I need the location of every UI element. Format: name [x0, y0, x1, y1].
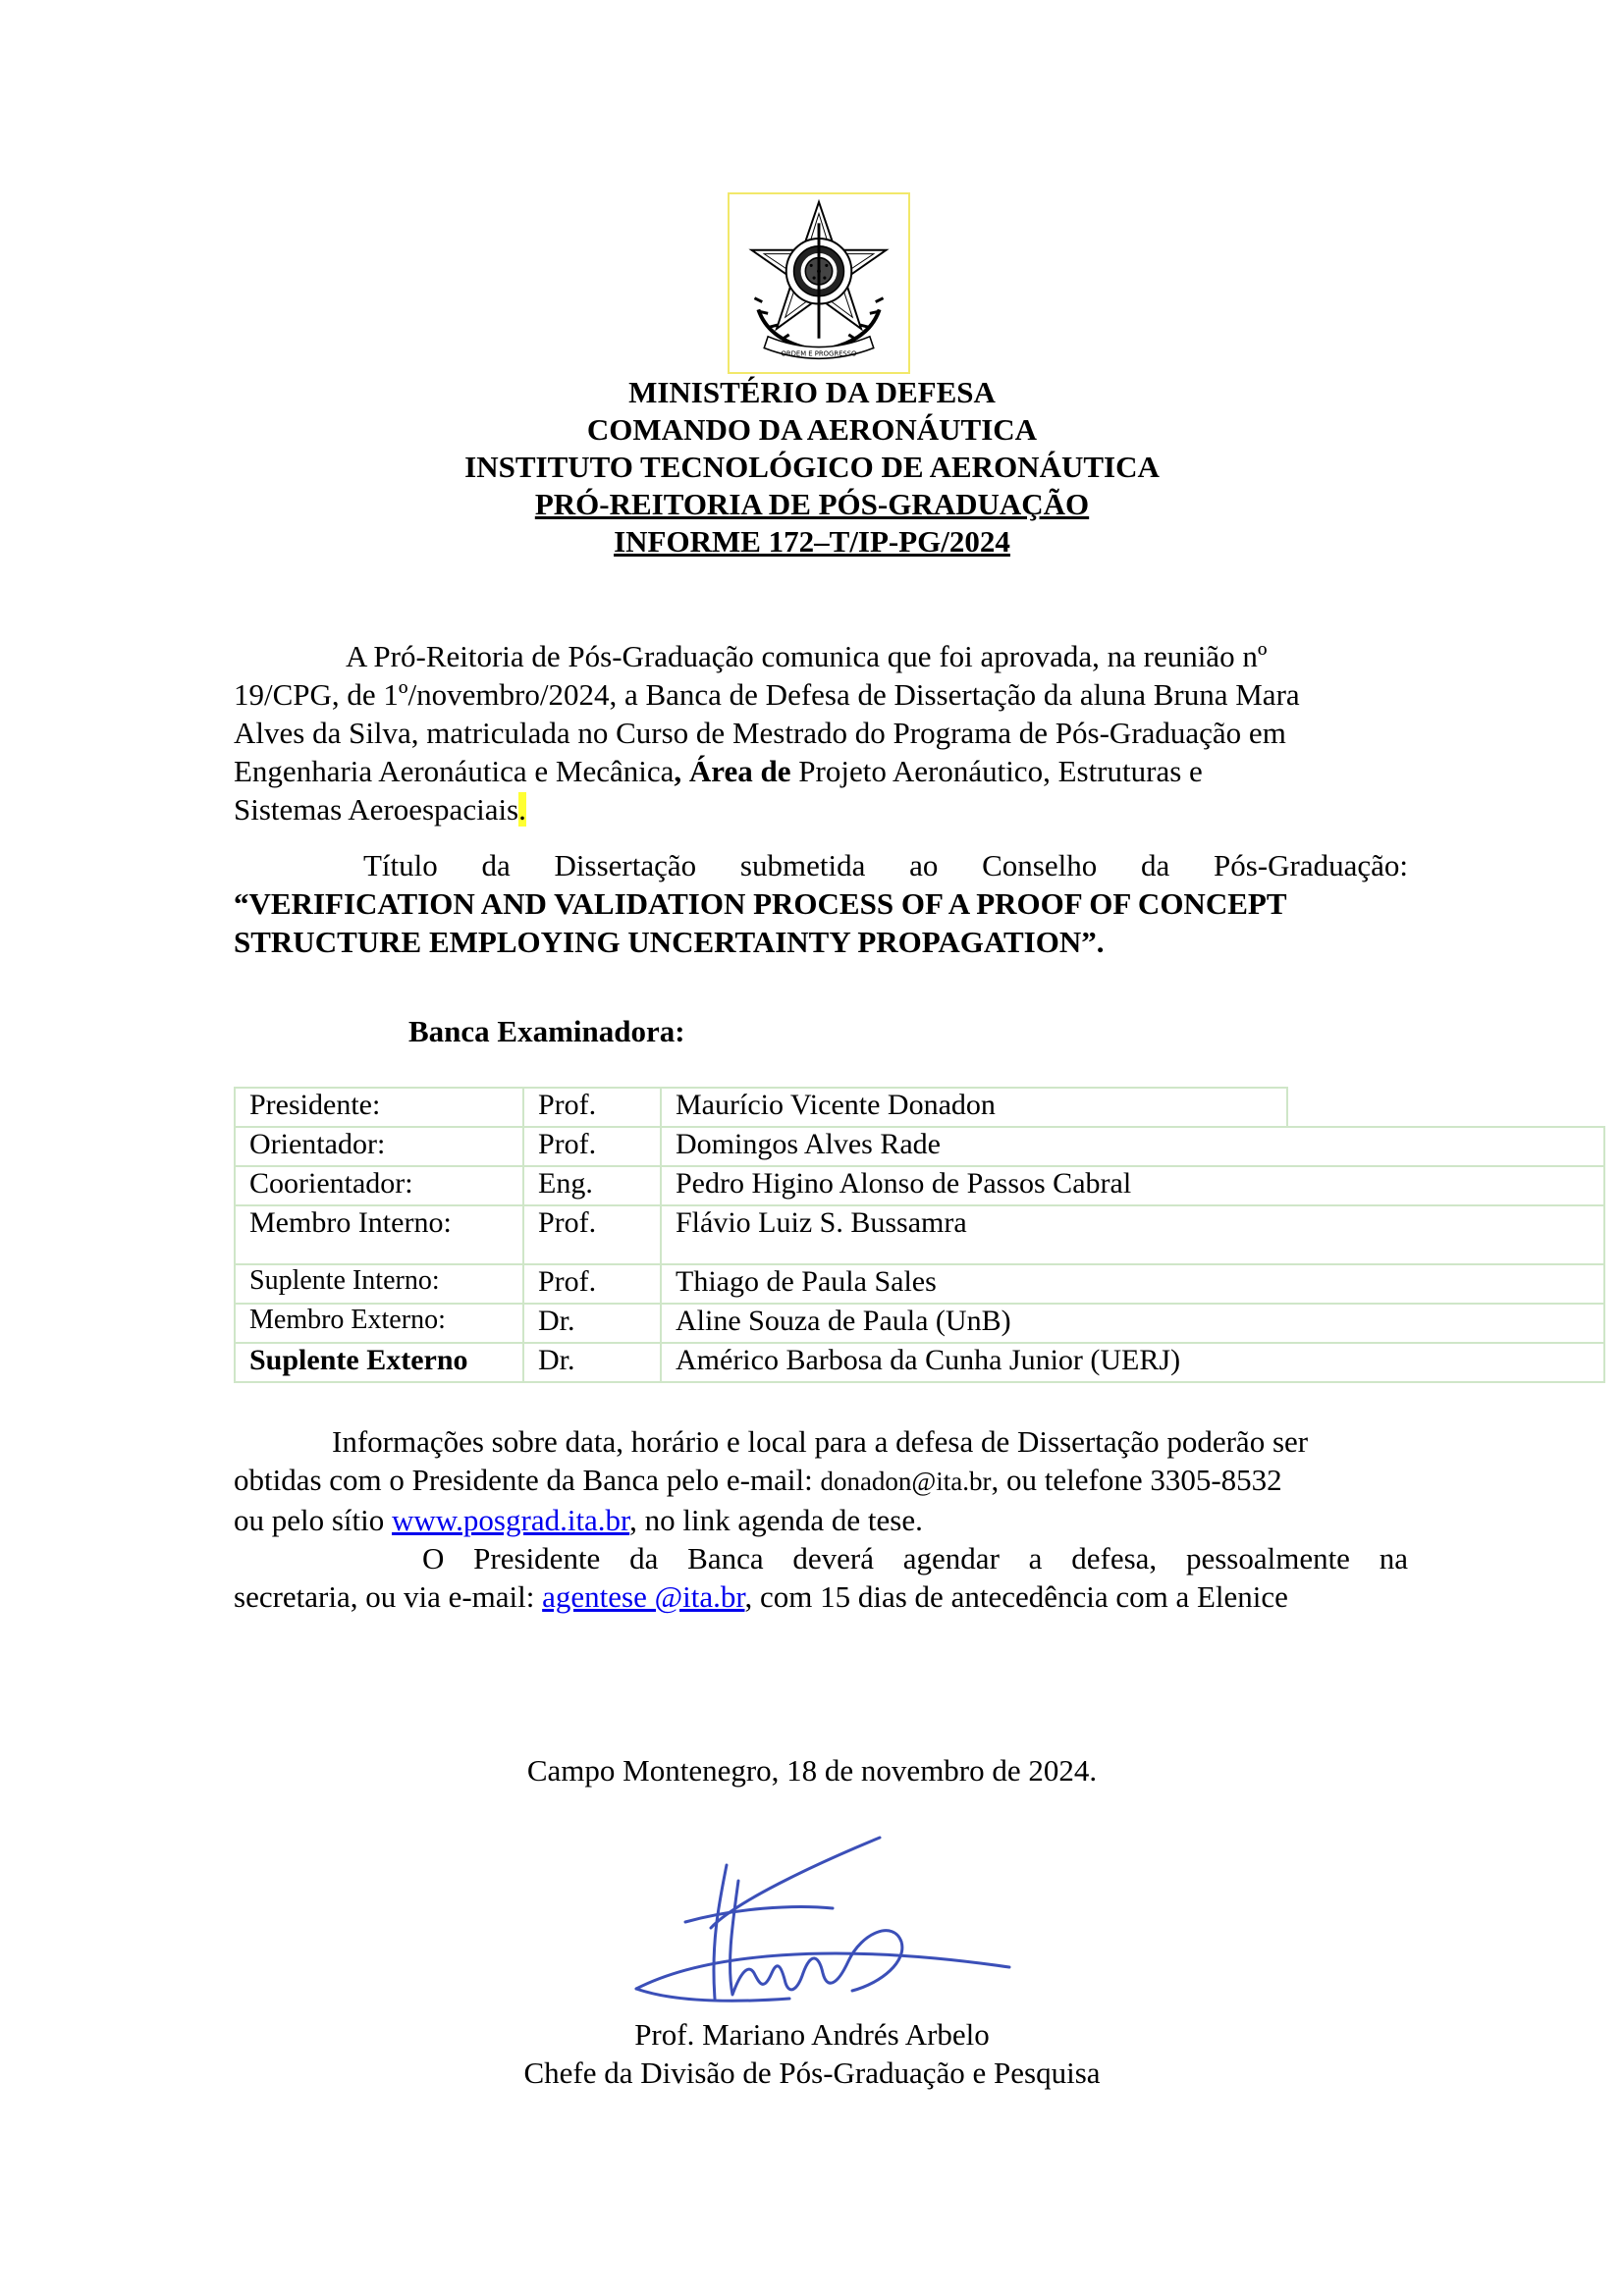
- information-paragraph: [234, 1422, 1408, 1616]
- program-name: Engenharia Aeronáutica e Mecânica: [234, 754, 675, 788]
- highlighted-period: .: [518, 792, 526, 827]
- paragraph-line: Informações sobre data, horário e local para a defesa de Dissertação poderão ser: [332, 1424, 1309, 1459]
- paragraph-line: [234, 790, 1408, 828]
- title-intro-word: submetida: [739, 848, 866, 882]
- title-cell: Eng.: [523, 1166, 661, 1205]
- coat-of-arms-icon: [730, 194, 908, 372]
- role-cell: Suplente Interno:: [235, 1264, 523, 1304]
- header-ministry: MINISTÉRIO DA DEFESA: [628, 375, 996, 409]
- paragraph-text: , ou telefone 3305-8532: [991, 1463, 1282, 1497]
- paragraph-text: O Presidente da Banca deverá agendar a defesa, pessoalmente na: [422, 1541, 1408, 1575]
- role-cell: Presidente:: [235, 1088, 523, 1127]
- dissertation-title: STRUCTURE EMPLOYING UNCERTAINTY PROPAGATION”.: [234, 925, 1105, 959]
- coat-of-arms-seal: [728, 192, 910, 374]
- name-cell: Thiago de Paula Sales: [661, 1264, 1604, 1304]
- empty-cell: [1287, 1088, 1604, 1127]
- document-header: [0, 374, 1624, 561]
- paragraph-text: obtidas com o Presidente da Banca pelo e-mail:: [234, 1463, 821, 1497]
- agentese-email-link[interactable]: agentese @ita.br: [542, 1579, 745, 1614]
- role-cell: Orientador:: [235, 1127, 523, 1166]
- name-cell: Aline Souza de Paula (UnB): [661, 1304, 1604, 1343]
- title-intro-word: ao: [909, 848, 939, 882]
- name-cell: Domingos Alves Rade: [661, 1127, 1604, 1166]
- paragraph-line: 19/CPG, de 1º/novembro/2024, a Banca de Defesa de Dissertação da aluna Bruna Mara: [234, 677, 1300, 712]
- svg-text:ORDEM E PROGRESSO: ORDEM E PROGRESSO: [781, 349, 857, 358]
- table-row: [235, 1343, 1604, 1382]
- name-cell: Maurício Vicente Donadon: [661, 1088, 1287, 1127]
- paragraph-line: A Pró-Reitoria de Pós-Graduação comunica que foi aprovada, na reunião nº: [346, 639, 1268, 673]
- paragraph-text: ou pelo sítio: [234, 1503, 393, 1537]
- examining-board-table: [234, 1087, 1605, 1383]
- title-cell: Dr.: [523, 1304, 661, 1343]
- signer-block: [0, 2015, 1624, 2092]
- paragraph-line: [234, 752, 1408, 790]
- table-row: [235, 1127, 1604, 1166]
- title-intro-line: [234, 846, 1408, 884]
- header-command: COMANDO DA AERONÁUTICA: [586, 412, 1038, 447]
- name-cell: Flávio Luiz S. Bussamra: [661, 1205, 1604, 1264]
- examining-board-title: Banca Examinadora:: [408, 1014, 685, 1048]
- table-row: [235, 1088, 1604, 1127]
- title-intro-word: Conselho: [982, 848, 1098, 882]
- table-row: [235, 1205, 1604, 1264]
- table-row: [235, 1264, 1604, 1304]
- paragraph-text: , no link agenda de tese.: [629, 1503, 923, 1537]
- table-row: [235, 1304, 1604, 1343]
- title-cell: Prof.: [523, 1264, 661, 1304]
- name-cell: Américo Barbosa da Cunha Junior (UERJ): [661, 1343, 1604, 1382]
- role-cell: Membro Interno:: [235, 1205, 523, 1264]
- title-cell: Prof.: [523, 1088, 661, 1127]
- area-name-end: Sistemas Aeroespaciais: [234, 792, 519, 827]
- header-pro-reitoria: PRÓ-REITORIA DE PÓS-GRADUAÇÃO: [534, 487, 1090, 521]
- name-cell: Pedro Higino Alonso de Passos Cabral: [661, 1166, 1604, 1205]
- dissertation-title-paragraph: [234, 846, 1408, 961]
- title-cell: Dr.: [523, 1343, 661, 1382]
- paragraph-line: [234, 1501, 1408, 1539]
- paragraph-line: [234, 1577, 1408, 1616]
- area-label: , Área de: [674, 754, 791, 788]
- area-name: Projeto Aeronáutico, Estruturas e: [790, 754, 1203, 788]
- role-cell: Suplente Externo: [235, 1343, 523, 1382]
- posgrad-website-link[interactable]: www.posgrad.ita.br: [392, 1503, 630, 1537]
- paragraph-line: [234, 1539, 1408, 1577]
- role-cell: Membro Externo:: [235, 1304, 523, 1343]
- signer-role: Chefe da Divisão de Pós-Graduação e Pesquisa: [523, 2056, 1101, 2090]
- table-row: [235, 1166, 1604, 1205]
- president-email: donadon@ita.br: [820, 1467, 992, 1496]
- role-cell: Coorientador:: [235, 1166, 523, 1205]
- title-intro-word: Título: [363, 848, 438, 882]
- title-cell: Prof.: [523, 1127, 661, 1166]
- header-informe-number: INFORME 172–T/IP-PG/2024: [614, 524, 1010, 559]
- title-intro-word: da: [1140, 848, 1170, 882]
- title-intro-word: Pós-Graduação:: [1213, 848, 1408, 882]
- signer-name: Prof. Mariano Andrés Arbelo: [634, 2017, 990, 2052]
- handwritten-signature: [617, 1826, 1029, 2012]
- paragraph-text: , com 15 dias de antecedência com a Elenice: [744, 1579, 1288, 1614]
- paragraph-line: [234, 1461, 1408, 1501]
- dissertation-title: “VERIFICATION AND VALIDATION PROCESS OF A PROOF OF CONCEPT: [234, 886, 1287, 921]
- paragraph-text: secretaria, ou via e-mail:: [234, 1579, 543, 1614]
- header-institute: INSTITUTO TECNOLÓGICO DE AERONÁUTICA: [464, 450, 1160, 484]
- title-intro-word: Dissertação: [554, 848, 697, 882]
- announcement-paragraph: [234, 637, 1408, 828]
- title-intro-word: da: [481, 848, 511, 882]
- paragraph-line: Alves da Silva, matriculada no Curso de Mestrado do Programa de Pós-Graduação em: [234, 716, 1286, 750]
- place-and-date: Campo Montenegro, 18 de novembro de 2024.: [526, 1753, 1098, 1788]
- title-cell: Prof.: [523, 1205, 661, 1264]
